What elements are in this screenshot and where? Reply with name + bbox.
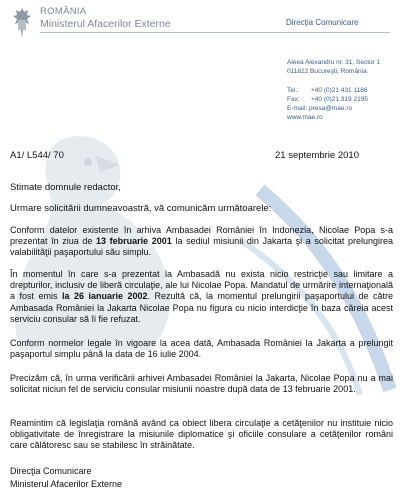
letter-date: 21 septembrie 2010 [275, 150, 359, 161]
paragraph-3: Conform normelor legale în vigoare la acea dată, Ambasada României la Jakarta a prelungit paşaportul simplu până la data de 16 iulie 2004. [10, 338, 393, 360]
paragraph-5: Reamintim că legislaţia română având ca obiect libera circulaţie a cetăţenilor nu instituie nicio obligativitate de înregistrare la misiunile diplomatice şi oficiile consulare a cetăţenilor români care călătoresc sau se stabilesc în străinătate. [10, 418, 393, 451]
website-line[interactable]: www.mae.ro [287, 114, 323, 121]
signature-ministry: Ministerul Afacerilor Externe [10, 479, 123, 489]
phone-row [287, 86, 367, 95]
address-line-2: 011822 Bucureşti, România [287, 68, 367, 75]
fax-label: Fax: [287, 96, 300, 103]
address-line-1: Aleea Alexandru nr. 31, Sector 1 [287, 59, 381, 66]
reference-number: A1/ L544/ 70 [10, 150, 64, 161]
fax-row [287, 95, 368, 104]
tel-value: +40 (0)21 431 1186 [311, 87, 368, 94]
org-country: ROMÂNIA [40, 6, 87, 17]
coat-of-arms-icon [12, 6, 32, 40]
greeting: Stimate domnule redactor, [10, 182, 121, 193]
signature-department: Direcţia Comunicare [10, 466, 92, 476]
paragraph-4: Precizăm că, în urma verificării arhivei Ambasadei României la Jakarta, Nicolae Popa nu a mai solicitat niciun fel de serviciu consular misiunii noastre după data de 13 februarie 2001. [10, 373, 393, 395]
email-line[interactable]: E-mail: presa@mae.ro [287, 105, 353, 112]
paragraph-1: Conform datelor existente în arhiva Ambasadei României în Indonezia, Nicolae Popa s-a prezentat în ziua de 13 februarie 2001 la sediul misiunii din Jakarta şi a solicitat prelungirea valabilităţii paşaportului său simplu. [10, 225, 393, 258]
paragraph-2: În momentul în care s-a prezentat la Ambasadă nu exista nicio restricţie sau limitare a drepturilor, inclusiv de liberă circulaţie, ale lui Nicolae Popa. Mandatul de urmărire internaţională a fost emis la 26 ianuarie 2002. Rezultă că, la momentul prelungirii paşaportului de către Ambasada României la Jakarta Nicolae Popa nu figura cu nicio interdicţie în baza căreia acest serviciu consular să îi fie refuzat. [10, 269, 394, 324]
intro-line: Urmare solicitării dumneavoastră, vă comunicăm următoarele: [10, 203, 272, 214]
fax-value: +40 (0)21 319 2195 [311, 96, 368, 103]
tel-label: Tel.: [287, 87, 299, 94]
date-highlight-2: la 26 ianuarie 2002 [61, 291, 148, 302]
header-divider [40, 32, 390, 33]
org-ministry: Ministerul Afacerilor Externe [40, 18, 171, 30]
department-header: Direcţia Comunicare [286, 18, 359, 27]
date-highlight-1: 13 februarie 2001 [96, 236, 172, 247]
